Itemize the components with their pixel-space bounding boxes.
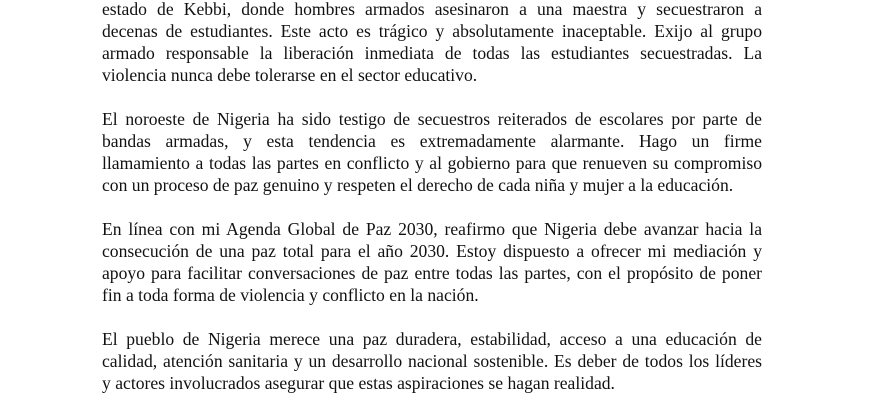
paragraph-line: El pueblo de Nigeria merece una paz duradera, estabilidad, acceso a una educación de (102, 329, 762, 349)
paragraph-2 (102, 108, 762, 196)
paragraph-line: llamamiento a todas las partes en conflicto y al gobierno para que renueven su compromiso (102, 153, 762, 173)
paragraph-line: fin a toda forma de violencia y conflicto en la nación. (102, 285, 479, 305)
paragraph-line: consecución de una paz total para el año 2030. Estoy dispuesto a ofrecer mi mediación y (102, 241, 762, 261)
paragraph-3 (102, 218, 762, 306)
paragraph-4 (102, 328, 762, 394)
paragraph-line: armado responsable la liberación inmediata de todas las estudiantes secuestradas. La (102, 43, 762, 63)
document-body (102, 0, 762, 410)
paragraph-line: violencia nunca debe tolerarse en el sector educativo. (102, 65, 478, 85)
paragraph-line: calidad, atención sanitaria y un desarrollo nacional sostenible. Es deber de todos los líderes (102, 351, 762, 371)
paragraph-line: decenas de estudiantes. Este acto es trágico y absolutamente inaceptable. Exijo al grupo (102, 21, 762, 41)
paragraph-line: En línea con mi Agenda Global de Paz 2030, reafirmo que Nigeria debe avanzar hacia la (102, 219, 762, 239)
paragraph-line: bandas armadas, y esta tendencia es extremadamente alarmante. Hago un firme (102, 131, 762, 151)
paragraph-line: estado de Kebbi, donde hombres armados asesinaron a una maestra y secuestraron a (102, 0, 762, 19)
paragraph-line: con un proceso de paz genuino y respeten el derecho de cada niña y mujer a la educación. (102, 175, 734, 195)
paragraph-1 (102, 0, 762, 86)
paragraph-line: y actores involucrados asegurar que estas aspiraciones se hagan realidad. (102, 373, 615, 393)
paragraph-line: El noroeste de Nigeria ha sido testigo de secuestros reiterados de escolares por parte de (102, 109, 762, 129)
paragraph-line: apoyo para facilitar conversaciones de paz entre todas las partes, con el propósito de poner (102, 263, 762, 283)
